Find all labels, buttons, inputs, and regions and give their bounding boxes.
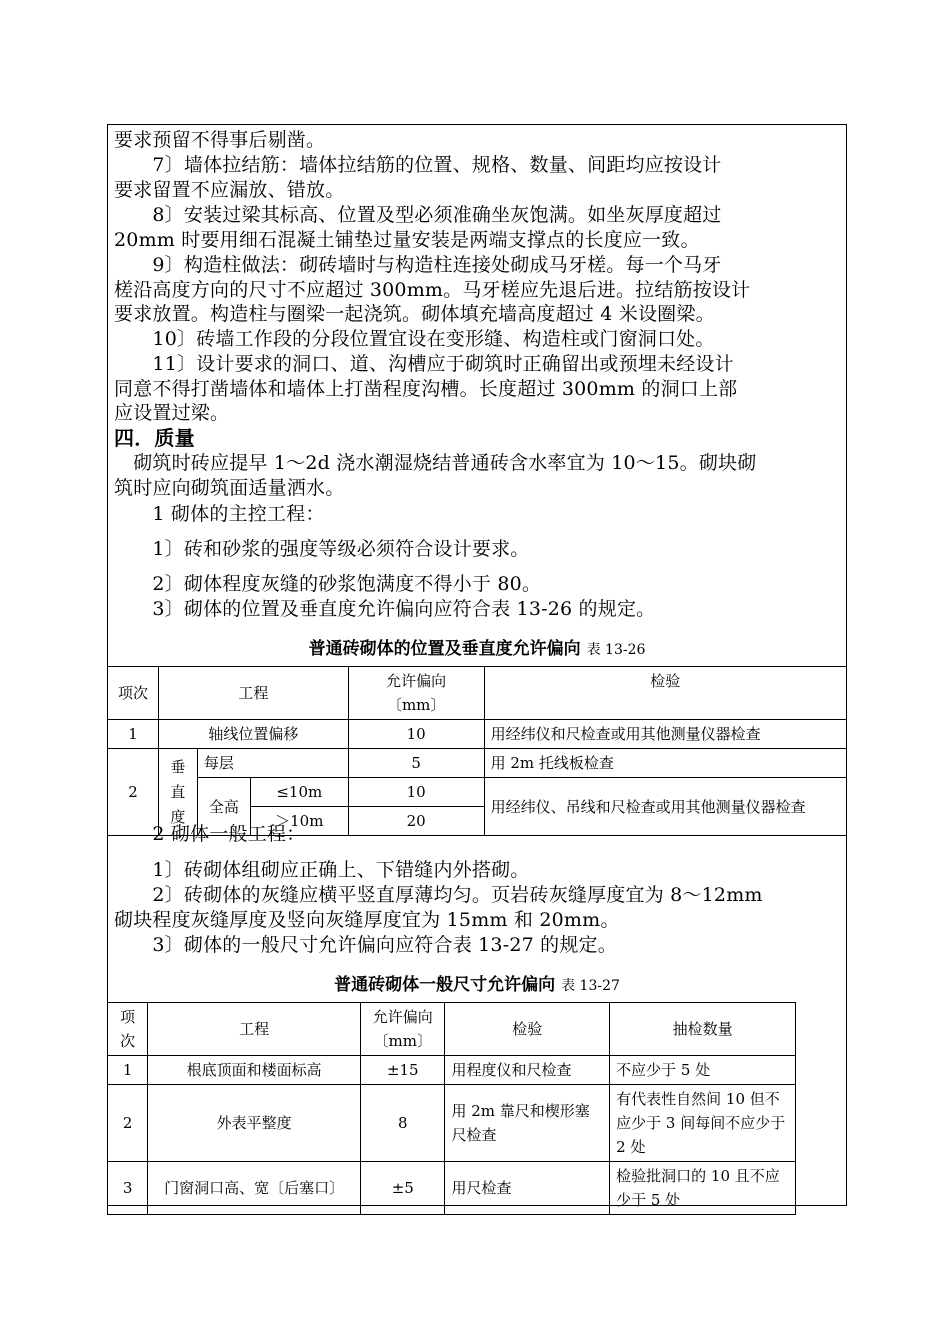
- row-project: 门窗洞口高、宽〔后塞口〕: [148, 1162, 361, 1215]
- paragraph-line: 2〕砌体程度灰缝的砂浆饱满度不得小于 80。: [114, 573, 542, 595]
- paragraph-line: 8〕安装过梁其标高、位置及型必须准确坐灰饱满。如坐灰厚度超过: [114, 204, 722, 226]
- row-sample: 有代表性自然间 10 但不应少于 3 间每间不应少于 2 处: [610, 1085, 796, 1162]
- header-tolerance: [348, 667, 484, 720]
- paragraph-line: 砌筑时砖应提早 1～2d 浇水潮湿烧结普通砖含水率宜为 10～15。砌块砌: [114, 452, 757, 474]
- table-13-27-caption: [107, 970, 847, 995]
- paragraph-line: 要求放置。构造柱与圈梁一起浇筑。砌体填充墙高度超过 4 米设圈梁。: [114, 303, 715, 325]
- group-char: 垂: [170, 757, 186, 776]
- row-sample: 检验批洞口的 10 且不应少于 5 处: [610, 1162, 796, 1215]
- paragraph-line: 应设置过梁。: [114, 402, 230, 424]
- paragraph-line: 要求留置不应漏放、错放。: [114, 179, 345, 201]
- header-item: [108, 1003, 148, 1056]
- header-project: 工程: [158, 667, 348, 720]
- paragraph-line: 1〕砖砌体组砌应正确上、下错缝内外搭砌。: [114, 859, 530, 881]
- header-item-line: 次: [120, 1032, 136, 1050]
- header-item: 项次: [108, 667, 159, 720]
- row-tolerance: ±15: [361, 1056, 445, 1085]
- row-tolerance: ±5: [361, 1162, 445, 1215]
- section-heading: 四．质量: [114, 426, 195, 450]
- paragraph-line: 9〕构造柱做法：砌砖墙时与构造柱连接处砌成马牙槎。每一个马牙: [114, 254, 722, 276]
- table-title: 普通砖砌体的位置及垂直度允许偏向: [308, 639, 581, 659]
- row-project: 根底顶面和楼面标高: [148, 1056, 361, 1085]
- row-check: 用尺检查: [445, 1162, 610, 1215]
- each-layer-tolerance: 5: [348, 749, 484, 778]
- row-number: 2: [108, 1085, 148, 1162]
- row-project: 外表平整度: [148, 1085, 361, 1162]
- table-13-26-caption: [107, 634, 847, 659]
- paragraph-line: 10〕砖墙工作段的分段位置宜设在变形缝、构造柱或门窗洞口处。: [114, 328, 715, 350]
- row-project: 轴线位置偏移: [158, 720, 348, 749]
- group-char: 度: [170, 807, 186, 826]
- header-check: 检验: [445, 1003, 610, 1056]
- paragraph-line: 20mm 时要用细石混凝土铺垫过量安装是两端支撑点的长度应一致。: [114, 229, 700, 251]
- header-tolerance-unit: 〔mm〕: [373, 1032, 432, 1050]
- paragraph-line: 要求预留不得事后剔凿。: [114, 129, 326, 151]
- row-number: 1: [108, 720, 159, 749]
- full-height-label: 全高: [197, 778, 250, 836]
- full-height-check: 用经纬仪、吊线和尺检查或用其他测量仪器检查: [484, 778, 846, 836]
- paragraph-line: 筑时应向砌筑面适量洒水。: [114, 477, 345, 499]
- row-number: 2: [108, 749, 159, 836]
- paragraph-line: 2〕砖砌体的灰缝应横平竖直厚薄均匀。页岩砖灰缝厚度宜为 8～12mm: [114, 884, 763, 906]
- header-check: 检验: [484, 667, 846, 720]
- le10-label: ≤10m: [250, 778, 348, 807]
- header-tolerance-unit: 〔mm〕: [386, 696, 446, 714]
- paragraph-line: 3〕砌体的一般尺寸允许偏向应符合表 13-27 的规定。: [114, 934, 617, 956]
- paragraph-line: 3〕砌体的位置及垂直度允许偏向应符合表 13-26 的规定。: [114, 598, 656, 620]
- header-item-line: 项: [120, 1008, 136, 1026]
- paragraph-line: 槎沿高度方向的尺寸不应超过 300mm。马牙槎应先退后进。拉结筋按设计: [114, 279, 751, 301]
- paragraph-line: 同意不得打凿墙体和墙体上打凿程度沟槽。长度超过 300mm 的洞口上部: [114, 378, 738, 400]
- header-tolerance: [361, 1003, 445, 1056]
- table-number: 表 13-26: [586, 642, 646, 658]
- header-tolerance-label: 允许偏向: [386, 672, 447, 690]
- each-layer-label: 每层: [197, 749, 348, 778]
- header-tolerance-label: 允许偏向: [372, 1008, 433, 1026]
- row-sample: 不应少于 5 处: [610, 1056, 796, 1085]
- table-13-27: [107, 1002, 796, 1215]
- paragraph-line: 11〕设计要求的洞口、道、沟槽应于砌筑时正确留出或预埋未经设计: [114, 353, 734, 375]
- row-number: 3: [108, 1162, 148, 1215]
- paragraph-line: 7〕墙体拉结筋：墙体拉结筋的位置、规格、数量、间距均应按设计: [114, 154, 722, 176]
- gt10-label: ＞10m: [250, 807, 348, 836]
- header-sample: 抽检数量: [610, 1003, 796, 1056]
- table-title: 普通砖砌体一般尺寸允许偏向: [334, 975, 556, 995]
- table-number: 表 13-27: [561, 978, 620, 994]
- le10-tolerance: 10: [348, 778, 484, 807]
- group-char: 直: [170, 782, 186, 801]
- row-tolerance: 8: [361, 1085, 445, 1162]
- gt10-tolerance: 20: [348, 807, 484, 836]
- row-number: 1: [108, 1056, 148, 1085]
- row-tolerance: 10: [348, 720, 484, 749]
- row-check: 用程度仪和尺检查: [445, 1056, 610, 1085]
- row-check: 用经纬仪和尺检查或用其他测量仪器检查: [484, 720, 846, 749]
- paragraph-line: 1〕砖和砂浆的强度等级必须符合设计要求。: [114, 538, 530, 560]
- table-13-26: [107, 666, 847, 836]
- paragraph-line: 2 砌体一般工程：: [114, 823, 306, 845]
- each-layer-check: 用 2m 托线板检查: [484, 749, 846, 778]
- paragraph-line: 砌块程度灰缝厚度及竖向灰缝厚度宜为 15mm 和 20mm。: [114, 909, 620, 931]
- row-check: 用 2m 靠尺和楔形塞尺检查: [445, 1085, 610, 1162]
- paragraph-line: 1 砌体的主控工程：: [114, 503, 325, 525]
- header-project: 工程: [148, 1003, 361, 1056]
